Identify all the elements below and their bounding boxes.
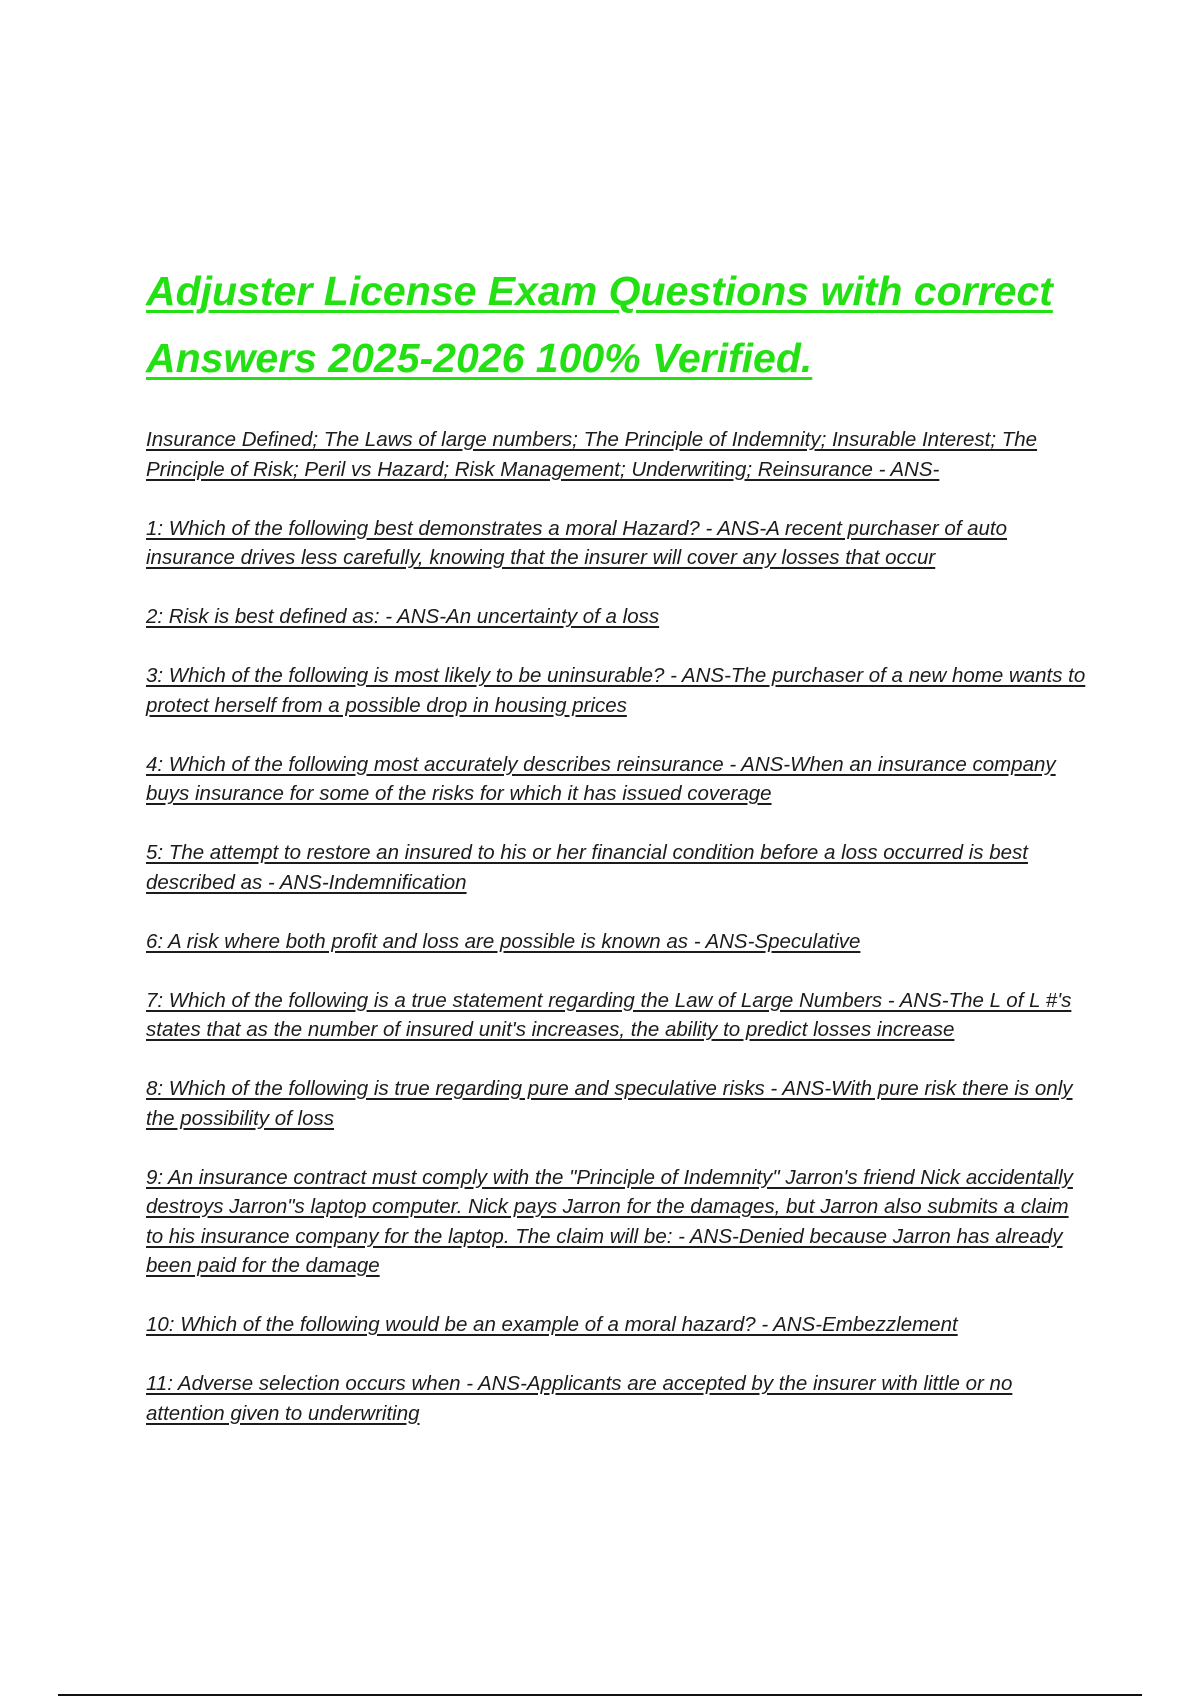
question-item-11: 11: Adverse selection occurs when - ANS-Applicants are accepted by the insurer with little or no attention given to underwriting bbox=[146, 1372, 1013, 1425]
question-item-4: 4: Which of the following most accurately describes reinsurance - ANS-When an insurance company buys insurance for some of the risks for which it has issued coverage bbox=[146, 752, 1056, 805]
question-item-8: 8: Which of the following is true regarding pure and speculative risks - ANS-With pure risk there is only the possibility of loss bbox=[146, 1077, 1073, 1130]
question-list bbox=[146, 425, 1091, 1458]
question-item-1: 1: Which of the following best demonstrates a moral Hazard? - ANS-A recent purchaser of auto insurance drives less carefully, knowing that the insurer will cover any losses that occur bbox=[146, 516, 1008, 569]
document-title: Adjuster License Exam Questions with correct Answers 2025-2026 100% Verified. bbox=[146, 268, 1053, 381]
question-item-6: 6: A risk where both profit and loss are possible is known as - ANS-Speculative bbox=[146, 929, 861, 953]
topics-paragraph: Insurance Defined; The Laws of large numbers; The Principle of Indemnity; Insurable Interest; The Principle of Risk; Peril vs Hazard; Risk Management; Underwriting; Reinsurance - ANS- bbox=[146, 428, 1038, 481]
page-footer-divider bbox=[58, 1694, 1142, 1696]
question-item-5: 5: The attempt to restore an insured to his or her financial condition before a loss occurred is best described as - ANS-Indemnification bbox=[146, 841, 1028, 894]
question-item-7: 7: Which of the following is a true statement regarding the Law of Large Numbers - ANS-The L of L #'s states that as the number of insured unit's increases, the ability to predict losses increase bbox=[146, 988, 1072, 1041]
question-item-3: 3: Which of the following is most likely to be uninsurable? - ANS-The purchaser of a new home wants to protect herself from a possible drop in housing prices bbox=[146, 664, 1086, 717]
question-item-2: 2: Risk is best defined as: - ANS-An uncertainty of a loss bbox=[146, 605, 660, 628]
question-item-10: 10: Which of the following would be an example of a moral hazard? - ANS-Embezzlement bbox=[146, 1313, 958, 1336]
question-item-9: 9: An insurance contract must comply with the "Principle of Indemnity" Jarron's friend Nick accidentally destroys Jarron"s laptop computer. Nick pays Jarron for the damages, but Jarron also submits a claim to his insurance company for the laptop. The claim will be: - ANS-Denied because Jarron has already been paid for the damage bbox=[146, 1165, 1073, 1277]
